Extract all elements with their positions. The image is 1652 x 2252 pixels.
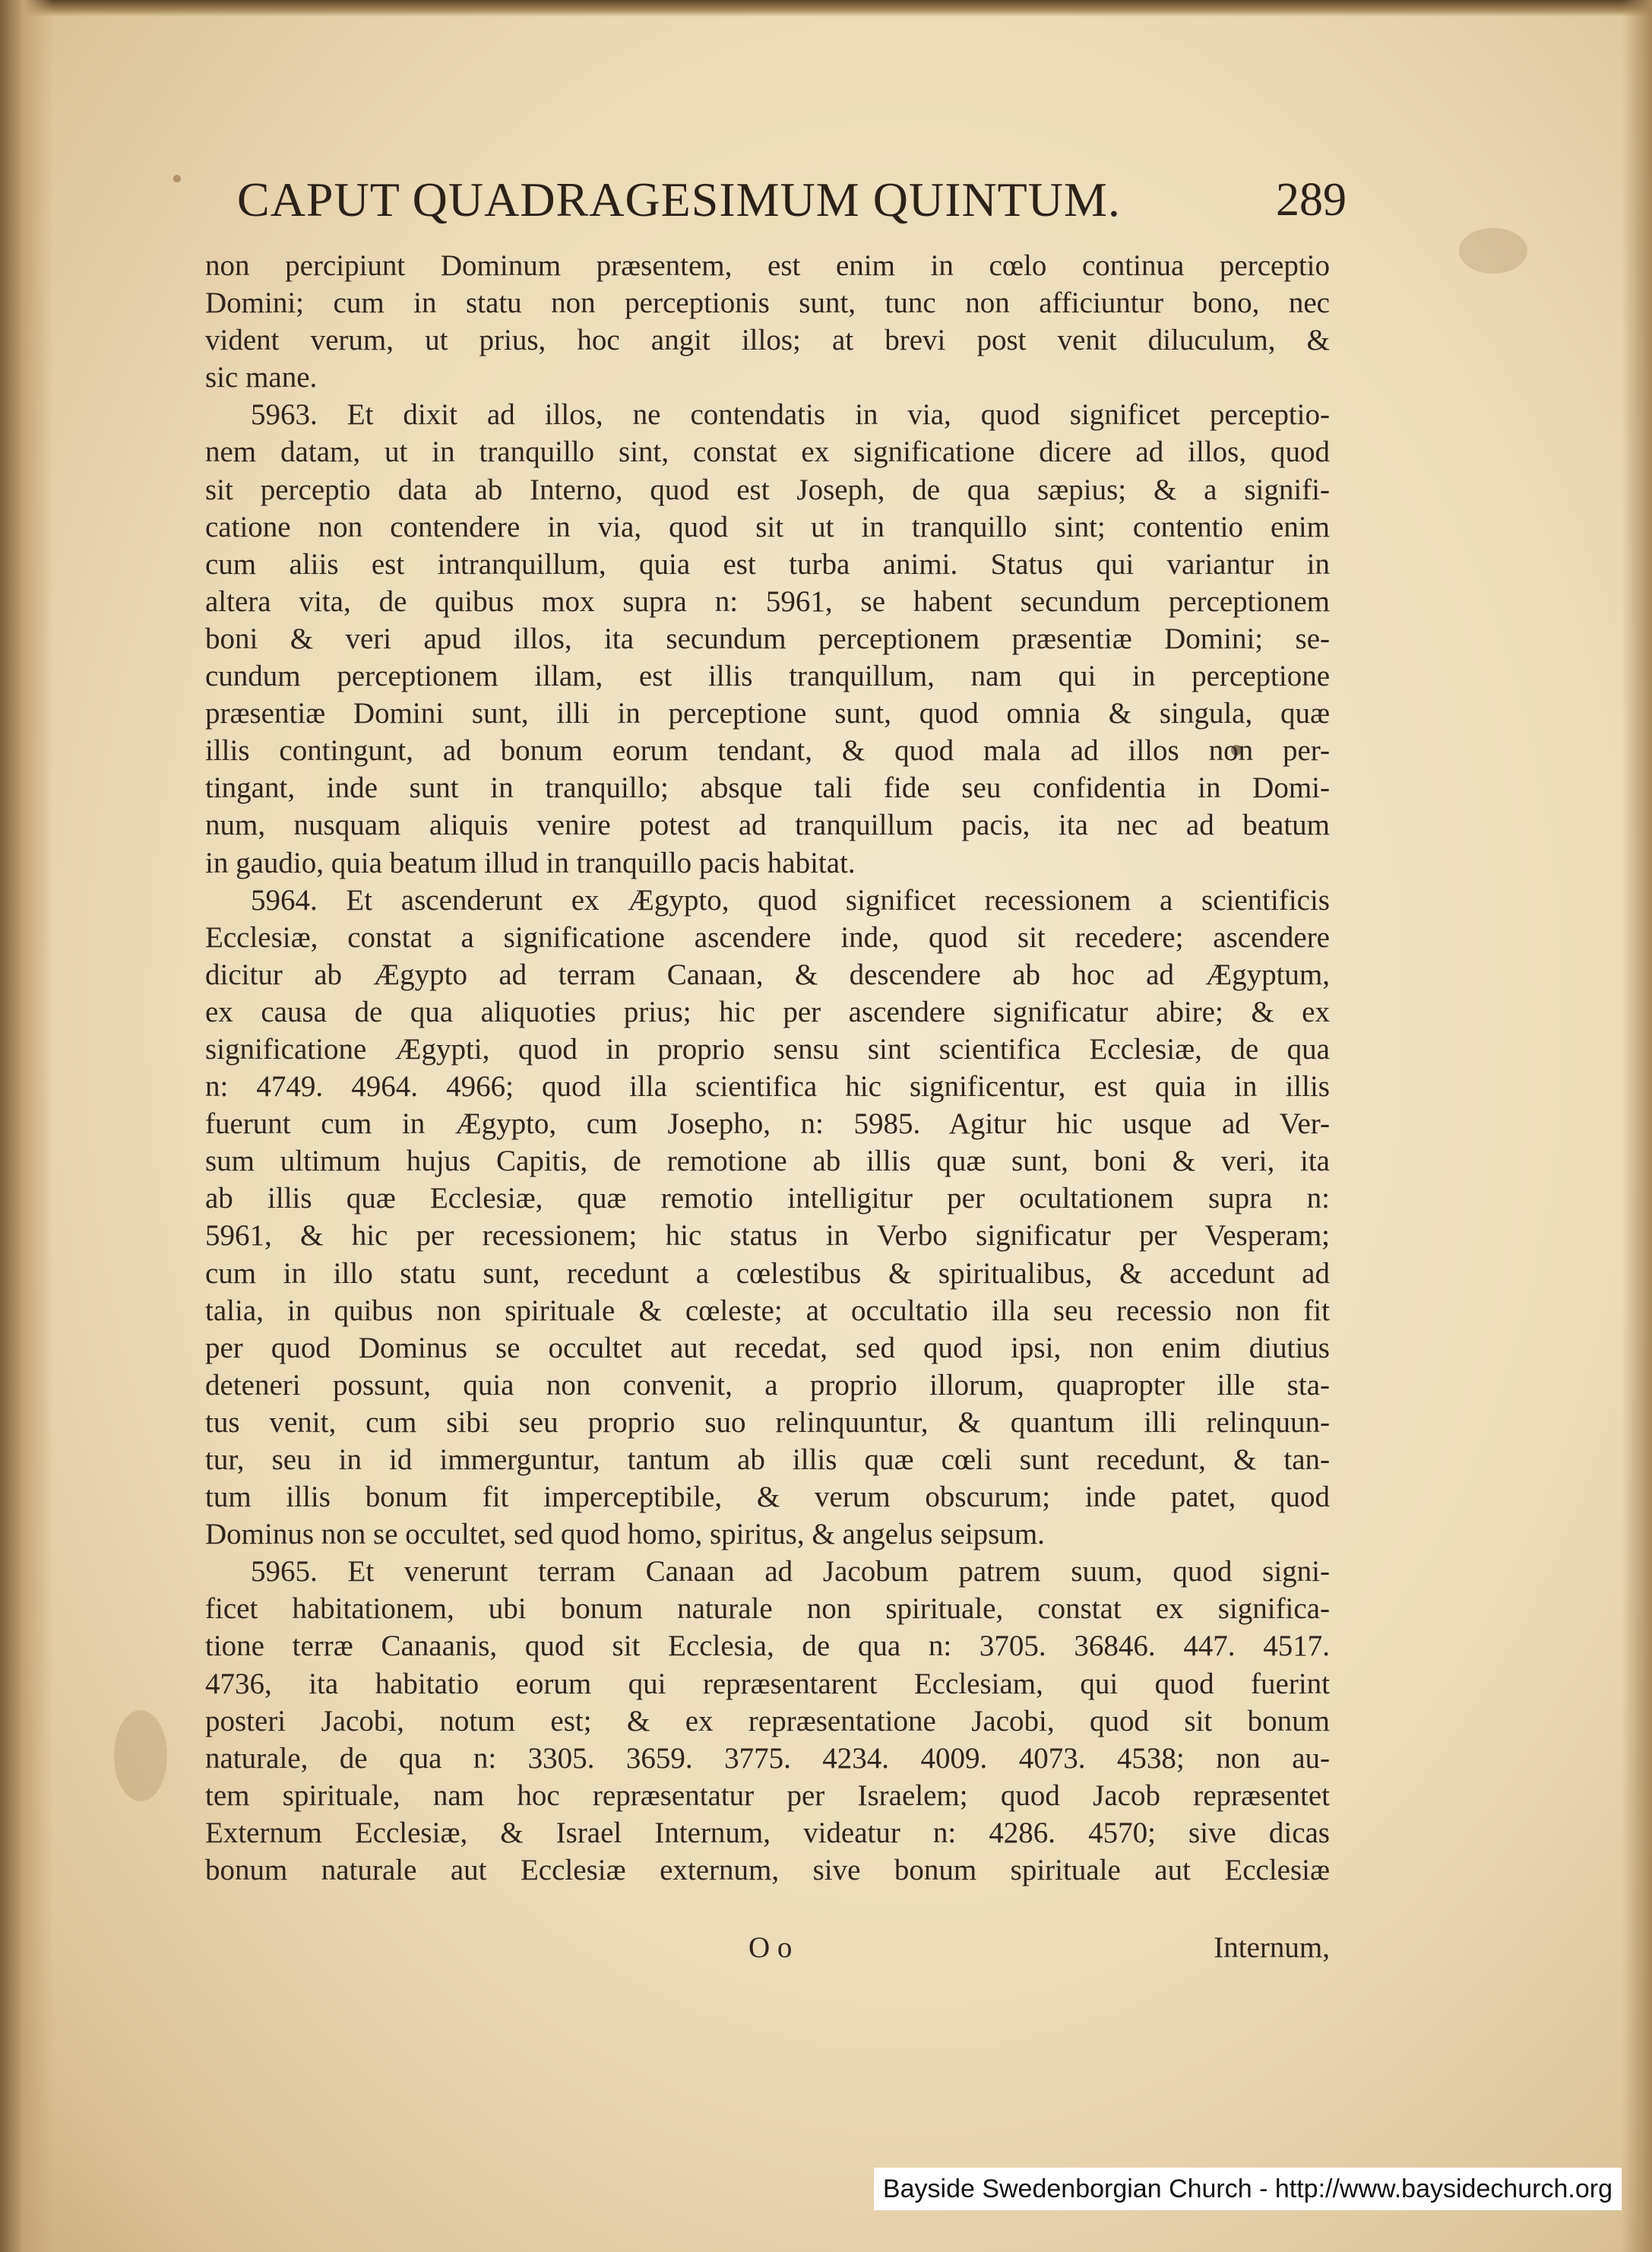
page-gutter-shadow [0,0,53,2252]
text-line: 5965. Et venerunt terram Canaan ad Jacobum patrem suum, quod signi- [251,1555,1330,1588]
text-line: tingant, inde sunt in tranquillo; absque tali fide seu confidentia in Domi- [205,771,1330,805]
signature-mark: O o [748,1931,793,1964]
text-line: 5963. Et dixit ad illos, ne contendatis in via, quod significet perceptio- [251,398,1330,432]
text-line: ex causa de qua aliquoties prius; hic per ascendere significatur abire; & ex [205,995,1330,1028]
page-right-edge [1622,0,1652,2252]
text-line: per quod Dominus se occultet aut recedat, sed quod ipsi, non enim diutius [205,1331,1330,1364]
text-line: Dominus non se occultet, sed quod homo, spiritus, & angelus seipsum. [205,1518,1045,1551]
body-text [205,247,1330,1889]
text-line: 5961, & hic per recessionem; hic status in Verbo significatur per Vesperam; [205,1219,1330,1253]
text-line: cum in illo statu sunt, recedunt a cœlestibus & spiritualibus, & accedunt ad [205,1256,1330,1290]
paper-stain [1459,228,1527,274]
text-line: deteneri possunt, quia non convenit, a proprio illorum, quapropter ille sta- [205,1368,1330,1402]
text-line: significatione Ægypti, quod in proprio sensu sint scientifica Ecclesiæ, de qua [205,1032,1330,1066]
text-line: non percipiunt Dominum præsentem, est enim in cœlo continua perceptio [205,249,1330,282]
catchword: Internum, [1214,1931,1330,1964]
text-line: tum illis bonum fit imperceptibile, & verum obscurum; inde patet, quod [205,1481,1330,1514]
text-line: num, nusquam aliquis venire potest ad tranquillum pacis, ita nec ad beatum [205,809,1330,842]
text-line: 5964. Et ascenderunt ex Ægypto, quod significet recessionem a scientificis [251,883,1330,917]
text-line: nem datam, ut in tranquillo sint, constat ex significatione dicere ad illos, quod [205,436,1330,469]
ink-spot [173,175,181,182]
text-line: tem spirituale, nam hoc repræsentatur per Israelem; quod Jacob repræsentet [205,1778,1330,1812]
text-line: ab illis quæ Ecclesiæ, quæ remotio intelligitur per ocultationem supra n: [205,1182,1330,1215]
text-line: in gaudio, quia beatum illud in tranquillo pacis habitat. [205,846,856,879]
text-line: illis contingunt, ad bonum eorum tendant, & quod mala ad illos non per- [205,734,1330,768]
text-line: Domini; cum in statu non perceptionis sunt, tunc non afficiuntur bono, nec [205,287,1330,320]
watermark-caption: Bayside Swedenborgian Church - http://www.baysidechurch.org [874,2168,1622,2210]
text-line: altera vita, de quibus mox supra n: 5961, se habent secundum perceptionem [205,584,1330,618]
text-line: Ecclesiæ, constat a significatione ascendere inde, quod sit recedere; ascendere [205,920,1330,954]
text-line: boni & veri apud illos, ita secundum perceptionem præsentiæ Domini; se- [205,622,1330,655]
text-line: posteri Jacobi, notum est; & ex repræsentatione Jacobi, quod sit bonum [205,1704,1330,1737]
text-line: naturale, de qua n: 3305. 3659. 3775. 4234. 4009. 4073. 4538; non au- [205,1741,1330,1775]
page-top-edge [0,0,1652,17]
text-line: vident verum, ut prius, hoc angit illos; at brevi post venit diluculum, & [205,324,1330,357]
text-line: talia, in quibus non spirituale & cœleste; at occultatio illa seu recessio non fit [205,1294,1330,1327]
text-line: dicitur ab Ægypto ad terram Canaan, & descendere ab hoc ad Ægyptum, [205,958,1330,991]
text-line: cundum perceptionem illam, est illis tranquillum, nam qui in perceptione [205,660,1330,693]
page-footer [205,1929,1330,1967]
text-line: Externum Ecclesiæ, & Israel Internum, videatur n: 4286. 4570; sive dicas [205,1816,1330,1849]
text-line: n: 4749. 4964. 4966; quod illa scientifica hic significentur, est quia in illis [205,1070,1330,1104]
text-line: tur, seu in id immerguntur, tantum ab illis quæ cœli sunt recedunt, & tan- [205,1443,1330,1476]
text-line: catione non contendere in via, quod sit ut in tranquillo sint; contentio enim [205,510,1330,543]
text-line: tus venit, cum sibi seu proprio suo relinquuntur, & quantum illi relinquun- [205,1405,1330,1439]
text-line: sic mane. [205,361,318,394]
page-header [237,166,1347,234]
running-title: CAPUT QUADRAGESIMUM QUINTUM. [237,173,1121,226]
text-line: præsentiæ Domini sunt, illi in perceptione sunt, quod omnia & singula, quæ [205,697,1330,730]
page-number: 289 [1276,174,1347,226]
text-line: ficet habitationem, ubi bonum naturale non spirituale, constat ex significa- [205,1592,1330,1626]
text-line: tione terræ Canaanis, quod sit Ecclesia, de qua n: 3705. 36846. 447. 4517. [205,1630,1330,1663]
paper-stain [114,1710,167,1801]
text-line: fuerunt cum in Ægypto, cum Josepho, n: 5985. Agitur hic usque ad Ver- [205,1107,1330,1141]
text-line: bonum naturale aut Ecclesiæ externum, sive bonum spirituale aut Ecclesiæ [205,1854,1330,1887]
text-line: sum ultimum hujus Capitis, de remotione ab illis quæ sunt, boni & veri, ita [205,1145,1330,1178]
text-line: sit perceptio data ab Interno, quod est Joseph, de qua sæpius; & a signifi- [205,473,1330,506]
text-line: 4736, ita habitatio eorum qui repræsentarent Ecclesiam, qui quod fuerint [205,1667,1330,1700]
text-line: cum aliis est intranquillum, quia est turba animi. Status qui variantur in [205,547,1330,581]
